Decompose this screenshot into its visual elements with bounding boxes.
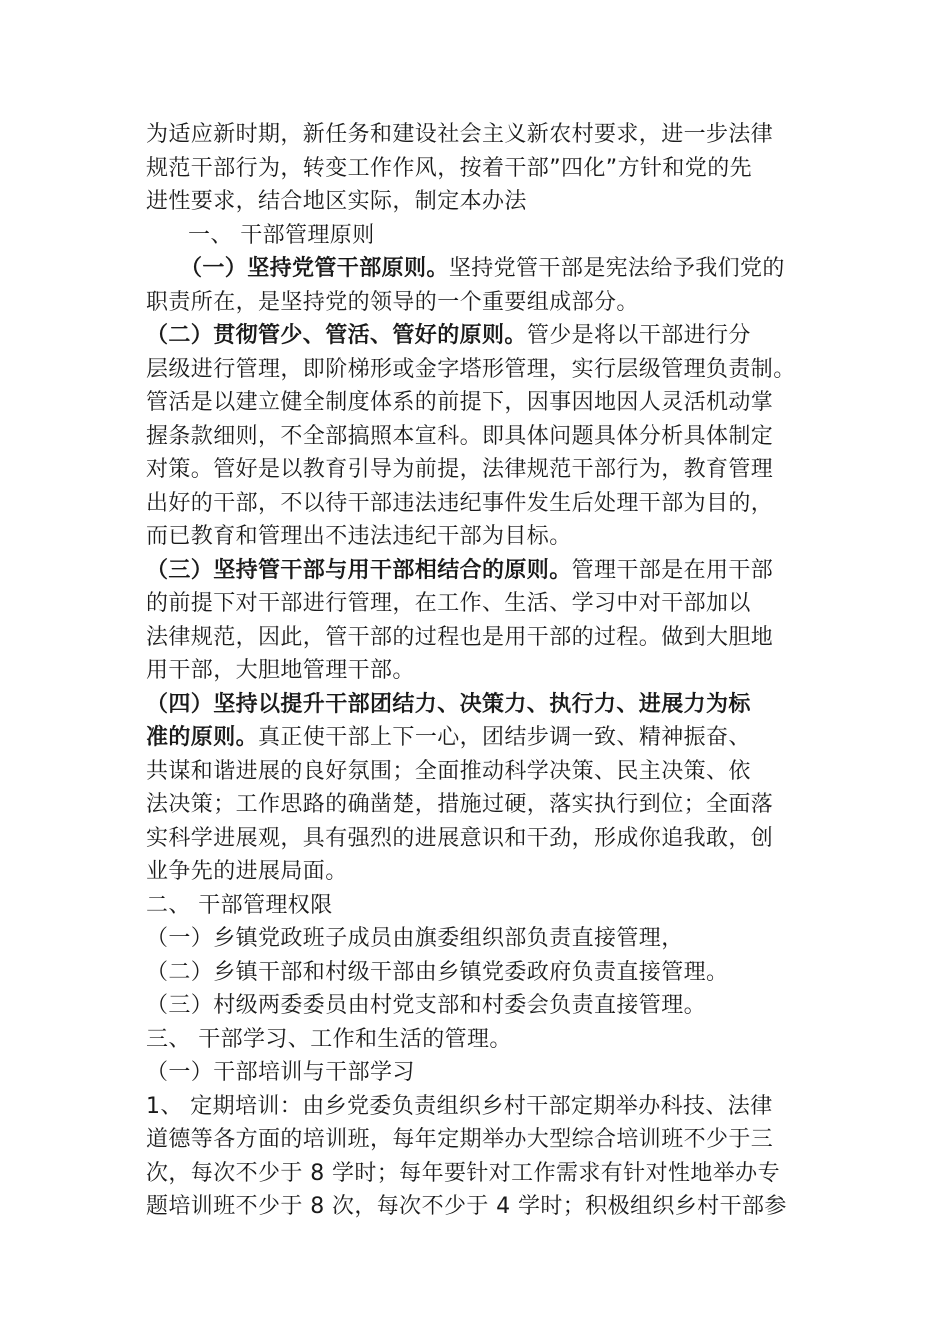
text-line	[146, 755, 810, 789]
body-text: 一、 干部管理原则	[188, 222, 375, 248]
body-text: 出好的干部，不以待干部违法违纪事件发生后处理干部为目的，	[146, 490, 774, 516]
text-line	[146, 654, 810, 688]
body-text: 握条款细则，不全部搞照本宣科。即具体问题具体分析具体制定	[146, 423, 774, 449]
body-text: 为适应新时期，新任务和建设社会主义新农村要求，进一步法律	[146, 122, 774, 147]
text-line	[146, 353, 810, 387]
text-line	[146, 453, 810, 487]
text-line	[146, 956, 810, 990]
bold-text: 准的原则。	[146, 725, 259, 750]
text-line	[146, 1090, 810, 1124]
text-line	[146, 152, 810, 186]
text-line	[146, 319, 810, 353]
body-text: 题培训班不少于 8 次，每次不少于 4 学时；积极组织乡村干部参	[146, 1194, 787, 1219]
text-line	[146, 989, 810, 1023]
text-line	[146, 889, 810, 923]
body-text: 用干部，大胆地管理干部。	[146, 658, 415, 683]
text-line	[146, 1023, 810, 1057]
body-text: 管少是将以干部进行分	[526, 323, 751, 348]
text-line	[146, 587, 810, 621]
body-text: 次，每次不少于 8 学时；每年要针对工作需求有针对性地举办专	[146, 1160, 780, 1186]
body-text: 法律规范，因此，管干部的过程也是用干部的过程。做到大胆地	[146, 624, 774, 650]
body-text: 共谋和谐进展的良好氛围；全面推动科学决策、民主决策、依	[146, 758, 751, 784]
body-text: 管理干部是在用干部	[571, 557, 774, 583]
body-text: 的前提下对干部进行管理，在工作、生活、学习中对干部加以	[146, 591, 751, 616]
text-line	[146, 1123, 810, 1157]
body-text: （三）村级两委委员由村党支部和村委会负责直接管理。	[146, 993, 707, 1018]
body-text: 三、 干部学习、工作和生活的管理。	[146, 1026, 512, 1052]
text-line	[146, 621, 810, 655]
text-line	[146, 788, 810, 822]
text-line	[146, 520, 810, 554]
body-text: 道德等各方面的培训班，每年定期举办大型综合培训班不少于三	[146, 1127, 774, 1152]
bold-text: （三）坚持管干部与用干部相结合的原则。	[146, 557, 572, 583]
body-text: 坚持党管干部是宪法给予我们党的	[448, 256, 785, 281]
text-line	[146, 822, 810, 856]
body-text: 职责所在，是坚持党的领导的一个重要组成部分。	[146, 289, 639, 315]
body-text: 层级进行管理，即阶梯形或金字塔形管理，实行层级管理负责制。	[146, 356, 796, 382]
text-line	[146, 554, 810, 588]
body-text: （一）干部培训与干部学习	[146, 1060, 415, 1085]
text-line	[146, 219, 810, 253]
text-line	[146, 855, 810, 889]
text-line	[146, 286, 810, 320]
text-line	[146, 1157, 810, 1191]
text-line	[146, 252, 810, 286]
body-text: 真正使干部上下一心，团结步调一致、精神振奋、	[258, 725, 751, 750]
text-line	[146, 721, 810, 755]
document-page	[146, 118, 810, 1224]
text-line	[146, 922, 810, 956]
body-text: 实科学进展观，具有强烈的进展意识和干劲，形成你追我敢，创	[146, 825, 774, 851]
text-line	[146, 1056, 810, 1090]
body-text: （一）乡镇党政班子成员由旗委组织部负责直接管理，	[146, 926, 684, 951]
body-text: 对策。管好是以教育引导为前提，法律规范干部行为，教育管理	[146, 457, 774, 482]
body-text: 1、 定期培训：	[146, 1093, 303, 1119]
body-text: 业争先的进展局面。	[146, 859, 348, 884]
text-line	[146, 1190, 810, 1224]
text-line	[146, 386, 810, 420]
body-text: 二、 干部管理权限	[146, 892, 333, 918]
body-text: （二）乡镇干部和村级干部由乡镇党委政府负责直接管理。	[146, 959, 729, 985]
text-line	[146, 487, 810, 521]
body-text: 进性要求，结合地区实际，制定本办法	[146, 189, 527, 214]
text-line	[146, 118, 810, 152]
bold-text: （四）坚持以提升干部团结力、决策力、执行力、进展力为标	[146, 691, 751, 717]
bold-text: （二）贯彻管少、管活、管好的原则。	[146, 323, 527, 348]
text-line	[146, 688, 810, 722]
bold-text: （一）坚持党管干部原则。	[180, 256, 449, 281]
text-line	[146, 420, 810, 454]
body-text: 由乡党委负责组织乡村干部定期举办科技、法律	[302, 1093, 773, 1119]
body-text: 规范干部行为，转变工作作风，按着干部”四化”方针和党的先	[146, 155, 752, 181]
text-line	[146, 185, 810, 219]
body-text: 而已教育和管理出不违法违纪干部为目标。	[146, 524, 572, 549]
body-text: 法决策；工作思路的确凿楚，措施过硬，落实执行到位；全面落	[146, 792, 774, 817]
body-text: 管活是以建立健全制度体系的前提下，因事因地因人灵活机动掌	[146, 390, 774, 415]
